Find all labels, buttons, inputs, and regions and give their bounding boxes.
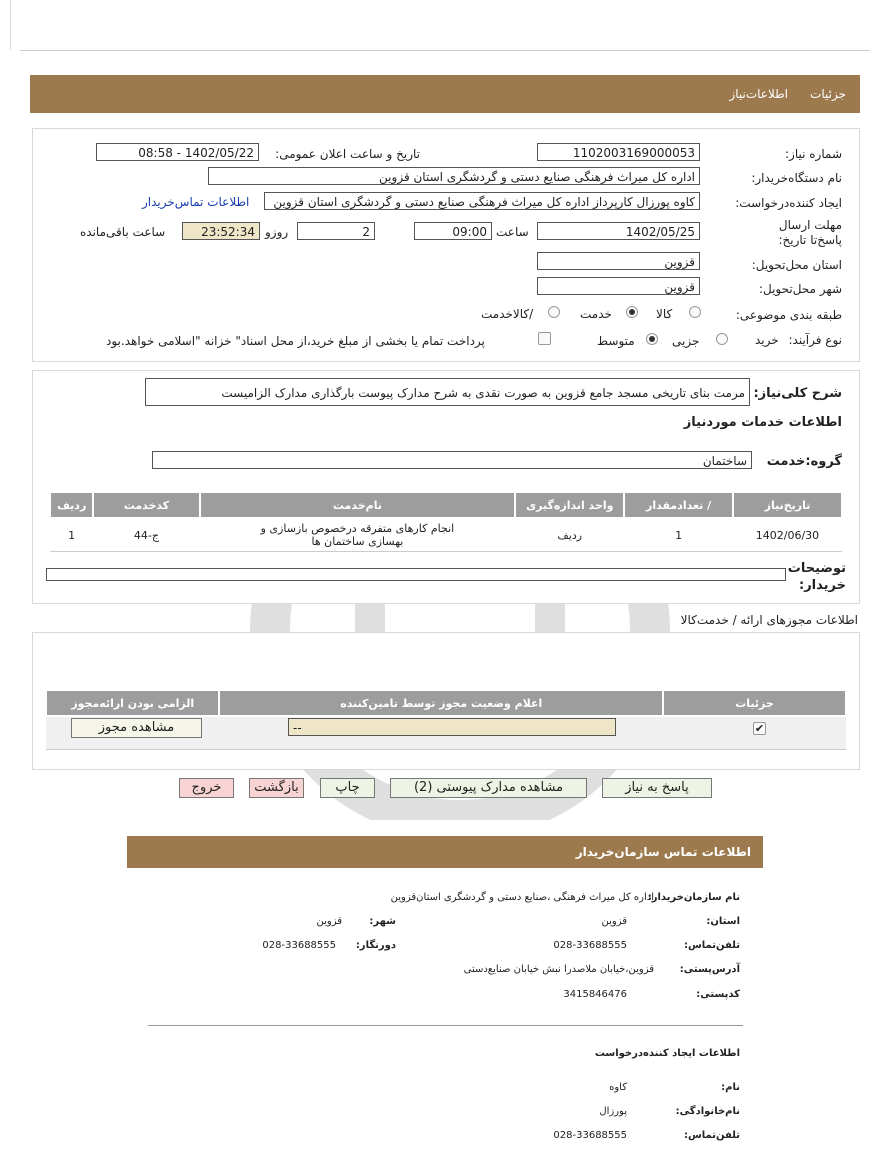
contact-phone-value: 028-33688555 (553, 940, 627, 951)
permit-required-checkbox: ✔ (754, 722, 765, 735)
category-label: طبقه بندی موضوعی: (735, 308, 842, 322)
top-divider (20, 50, 870, 51)
deadline-label: مهلت ارسال پاسخ‌تا تاریخ: (778, 218, 842, 247)
cell-service-code: ج-44 (93, 518, 199, 552)
postal-value: 3415846476 (563, 989, 627, 1000)
summary-field: مرمت بنای تاریخی مسجد جامع قزوین به صورت نقدی به شرح مدارک پیوست بارگذاری مدارک الزامیست (145, 378, 750, 406)
need-number-field: 1102003169000053 (537, 143, 700, 161)
days-label: روزو (265, 225, 289, 239)
group-field: ساختمان (152, 451, 752, 469)
services-title: اطلاعات خدمات موردنیاز (683, 415, 842, 430)
col-need-date: تاریخ‌نیاز (733, 492, 842, 518)
creator-family-label: نام‌خانوادگی: (675, 1106, 740, 1117)
need-info-panel (32, 128, 860, 362)
creator-section-title: اطلاعات ایجاد کننده‌درخواست (594, 1048, 740, 1059)
contact-header (127, 836, 763, 868)
deadline-date-field: 1402/05/25 (537, 222, 700, 240)
exit-button[interactable]: خروج (179, 778, 234, 798)
col-details: جزئیات (663, 690, 846, 716)
services-table (49, 491, 843, 552)
process-label: نوع فرآیند: (788, 333, 842, 347)
left-border-line (10, 0, 11, 50)
payment-checkbox[interactable] (538, 332, 551, 345)
remaining-label: ساعت باقی‌مانده (80, 225, 166, 239)
contact-phone-label: تلفن‌تماس: (683, 940, 740, 951)
deadline-time-field: 09:00 (414, 222, 492, 240)
tab-details[interactable]: جزئیات (810, 87, 846, 101)
col-quantity: / تعدادمقدار (624, 492, 733, 518)
creator-phone-value: 028-33688555 (553, 1130, 627, 1141)
buyer-notes-field (46, 568, 786, 581)
creator-label: ایجاد کننده‌درخواست: (735, 196, 842, 210)
process-minor-radio[interactable] (716, 333, 728, 345)
postal-label: کدپستی: (696, 989, 740, 1000)
permit-status-field: -- (288, 718, 616, 736)
address-label: آدرس‌پستی: (679, 964, 740, 975)
contact-city-value: قزوین (316, 916, 342, 927)
buyer-notes-label: توضیحات خریدار: (787, 561, 846, 593)
table-row (50, 518, 842, 552)
buyer-field: اداره کل میراث فرهنگی صنایع دستی و گردشگری استان قزوین (208, 167, 700, 185)
creator-phone-label: تلفن‌تماس: (683, 1130, 740, 1141)
category-goods-radio[interactable] (689, 306, 701, 318)
col-service-name: نام‌خدمت (200, 492, 516, 518)
creator-family-value: پورزال (599, 1106, 627, 1117)
announce-field: 1402/05/22 - 08:58 (96, 143, 259, 161)
need-number-label: شماره نیاز: (785, 147, 842, 161)
cell-unit: ردیف (515, 518, 624, 552)
org-value: اداره کل میراث فرهنگی ،صنایع دستی و گردشگری استان‌قزوین (390, 892, 654, 903)
group-label: گروه:خدمت (766, 454, 842, 469)
creator-name-value: کاوه (609, 1082, 627, 1093)
tab-need-info[interactable]: اطلاعات‌نیاز (729, 87, 788, 101)
col-permit-status: اعلام وضعیت مجوز توسط تامین‌کننده (219, 690, 663, 716)
contact-province-label: استان: (706, 916, 740, 927)
payment-note: پرداخت تمام یا بخشی از مبلغ خرید،از محل اسناد" خزانه "اسلامی خواهد.بود (106, 334, 485, 348)
cell-service-name: انجام کارهای متفرقه درخصوص بازسازی و بهسازی ساختمان ها (200, 518, 516, 552)
process-medium-label: متوسط (597, 334, 635, 348)
header-bar (30, 75, 860, 113)
view-permit-button[interactable]: مشاهده مجوز (71, 718, 202, 738)
cell-row: 1 (50, 518, 93, 552)
province-label: استان محل‌تحویل: (751, 258, 842, 272)
contact-divider (148, 1025, 743, 1026)
category-goods-service-radio[interactable] (548, 306, 560, 318)
back-button[interactable]: بازگشت (249, 778, 304, 798)
col-service-code: کدخدمت (93, 492, 199, 518)
deadline-time-label: ساعت (496, 225, 529, 239)
category-service-label: خدمت (580, 307, 612, 321)
category-goods-label: کالا (656, 307, 673, 321)
col-unit: واحد اندازه‌گیری (515, 492, 624, 518)
col-permit-required: الزامی بودن ارائه‌مجوز (46, 690, 219, 716)
creator-field: کاوه پورزال کارپرداز اداره کل میراث فرهنگی صنایع دستی و گردشگری استان قزوین (264, 192, 700, 210)
contact-title: اطلاعات تماس سازمان‌خریدار (575, 845, 751, 859)
process-purchase-label: خرید (755, 333, 779, 347)
view-documents-button[interactable]: مشاهده مدارک پیوستی (2) (390, 778, 587, 798)
permits-title: اطلاعات مجوزهای ارائه / خدمت‌کالا (680, 613, 858, 627)
category-service-radio[interactable] (626, 306, 638, 318)
fax-value: 028-33688555 (262, 940, 336, 951)
cell-need-date: 1402/06/30 (733, 518, 842, 552)
process-minor-label: جزیی (672, 334, 700, 348)
fax-label: دورنگار: (355, 940, 396, 951)
creator-name-label: نام: (721, 1082, 740, 1093)
buyer-contact-link[interactable]: اطلاعات تماس‌خریدار (142, 195, 250, 209)
city-field: قزوین (537, 277, 700, 295)
cell-quantity: 1 (624, 518, 733, 552)
province-field: قزوین (537, 252, 700, 270)
summary-label: شرح کلی‌نیاز: (753, 386, 842, 401)
col-row: ردیف (50, 492, 93, 518)
announce-label: تاریخ و ساعت اعلان عمومی: (275, 147, 420, 161)
address-value: قزوین،خیابان ملاصدرا نبش خیابان صنایع‌دستی (463, 964, 654, 975)
contact-city-label: شهر: (369, 916, 396, 927)
print-button[interactable]: چاپ (320, 778, 375, 798)
remaining-time-field: 23:52:34 (182, 222, 260, 240)
days-field: 2 (297, 222, 375, 240)
category-goods-service-label: /کالاخدمت (481, 307, 534, 321)
org-label: نام سازمان‌خریدار: (647, 892, 740, 903)
reply-button[interactable]: پاسخ به نیاز (602, 778, 712, 798)
process-medium-radio[interactable] (646, 333, 658, 345)
city-label: شهر محل‌تحویل: (758, 282, 842, 296)
contact-province-value: قزوین (601, 916, 627, 927)
buyer-label: نام دستگاه‌خریدار: (751, 171, 842, 185)
